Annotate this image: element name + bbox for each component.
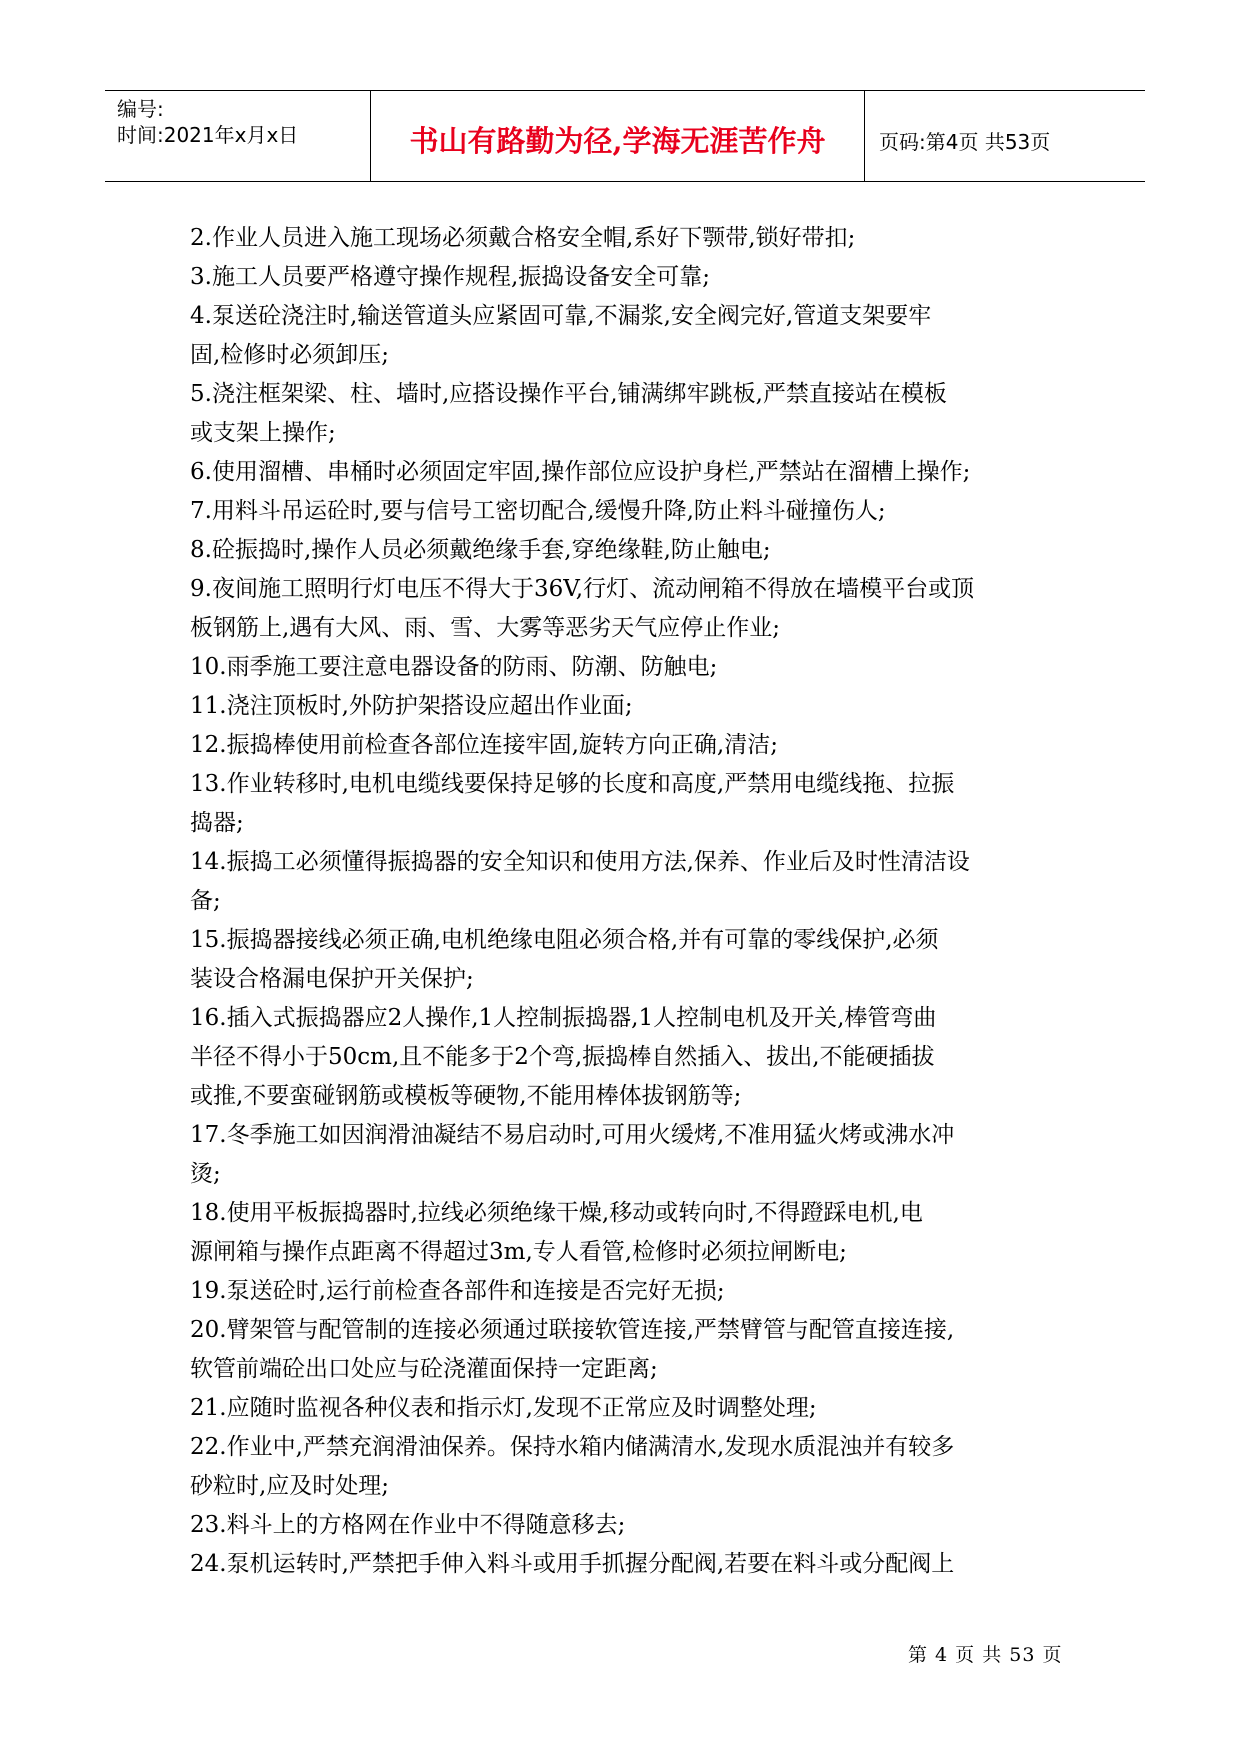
list-item-line: 捣器; <box>190 810 244 836</box>
list-item-line: 备; <box>190 888 221 914</box>
list-item-line: 11.浇注顶板时,外防护架搭设应超出作业面; <box>190 693 633 719</box>
list-item-line: 17.冬季施工如因润滑油凝结不易启动时,可用火缓烤,不准用猛火烤或沸水冲 <box>190 1122 955 1148</box>
list-item-line: 或推,不要蛮碰钢筋或模板等硬物,不能用棒体拔钢筋等; <box>190 1083 742 1109</box>
header-page-code: 页码:第4页 共53页 <box>879 130 1051 154</box>
list-item-line: 19.泵送砼时,运行前检查各部件和连接是否完好无损; <box>190 1278 725 1304</box>
list-item-line: 9.夜间施工照明行灯电压不得大于36V,行灯、流动闸箱不得放在墙模平台或顶 <box>190 576 975 602</box>
list-item-line: 软管前端砼出口处应与砼浇灌面保持一定距离; <box>190 1356 658 1382</box>
list-item-line: 4.泵送砼浇注时,输送管道头应紧固可靠,不漏浆,安全阀完好,管道支架要牢 <box>190 303 932 329</box>
list-item-line: 7.用料斗吊运砼时,要与信号工密切配合,缓慢升降,防止料斗碰撞伤人; <box>190 498 886 524</box>
list-item-line: 12.振捣棒使用前检查各部位连接牢固,旋转方向正确,清洁; <box>190 732 778 758</box>
list-item-line: 22.作业中,严禁充润滑油保养。保持水箱内储满清水,发现水质混浊并有较多 <box>190 1434 955 1460</box>
list-item-line: 烫; <box>190 1161 221 1187</box>
document-body <box>190 219 1060 1584</box>
list-item-line: 10.雨季施工要注意电器设备的防雨、防潮、防触电; <box>190 654 718 680</box>
list-item-line: 源闸箱与操作点距离不得超过3m,专人看管,检修时必须拉闸断电; <box>190 1239 847 1265</box>
list-item-line: 5.浇注框架梁、柱、墙时,应搭设操作平台,铺满绑牢跳板,严禁直接站在模板 <box>190 381 947 407</box>
document-header <box>105 90 1145 182</box>
list-item-line: 23.料斗上的方格网在作业中不得随意移去; <box>190 1512 626 1538</box>
list-item-line: 18.使用平板振捣器时,拉线必须绝缘干燥,移动或转向时,不得蹬踩电机,电 <box>190 1200 923 1226</box>
list-item-line: 3.施工人员要严格遵守操作规程,振捣设备安全可靠; <box>190 264 711 290</box>
list-item-line: 8.砼振捣时,操作人员必须戴绝缘手套,穿绝缘鞋,防止触电; <box>190 537 771 563</box>
header-motto: 书山有路勤为径,学海无涯苦作舟 <box>409 124 826 158</box>
list-item-line: 半径不得小于50cm,且不能多于2个弯,振捣棒自然插入、拔出,不能硬插拔 <box>190 1044 935 1070</box>
list-item-line: 6.使用溜槽、串桶时必须固定牢固,操作部位应设护身栏,严禁站在溜槽上操作; <box>190 459 971 485</box>
list-item-line: 15.振捣器接线必须正确,电机绝缘电阻必须合格,并有可靠的零线保护,必须 <box>190 927 939 953</box>
list-item-line: 13.作业转移时,电机电缆线要保持足够的长度和高度,严禁用电缆线拖、拉振 <box>190 771 955 797</box>
list-item-line: 固,检修时必须卸压; <box>190 342 390 368</box>
list-item-line: 24.泵机运转时,严禁把手伸入料斗或用手抓握分配阀,若要在料斗或分配阀上 <box>190 1551 955 1577</box>
header-left-cell <box>105 91 370 181</box>
header-page-cell <box>865 91 1145 181</box>
list-item-line: 14.振捣工必须懂得振捣器的安全知识和使用方法,保养、作业后及时性清洁设 <box>190 849 970 875</box>
list-item-line: 装设合格漏电保护开关保护; <box>190 966 474 992</box>
list-item-line: 20.臂架管与配管制的连接必须通过联接软管连接,严禁臂管与配管直接连接, <box>190 1317 955 1343</box>
list-item-line: 21.应随时监视各种仪表和指示灯,发现不正常应及时调整处理; <box>190 1395 817 1421</box>
document-time-label: 时间:2021年x月x日 <box>117 123 299 147</box>
list-item-line: 或支架上操作; <box>190 420 336 446</box>
list-item-line: 16.插入式振捣器应2人操作,1人控制振捣器,1人控制电机及开关,棒管弯曲 <box>190 1005 937 1031</box>
list-item-line: 板钢筋上,遇有大风、雨、雪、大雾等恶劣天气应停止作业; <box>190 615 781 641</box>
list-item-line: 2.作业人员进入施工现场必须戴合格安全帽,系好下颚带,锁好带扣; <box>190 225 856 251</box>
document-number-label: 编号: <box>117 97 164 121</box>
header-motto-cell <box>370 91 865 181</box>
list-item-line: 砂粒时,应及时处理; <box>190 1473 390 1499</box>
page-footer: 第 4 页 共 53 页 <box>908 1644 1063 1666</box>
